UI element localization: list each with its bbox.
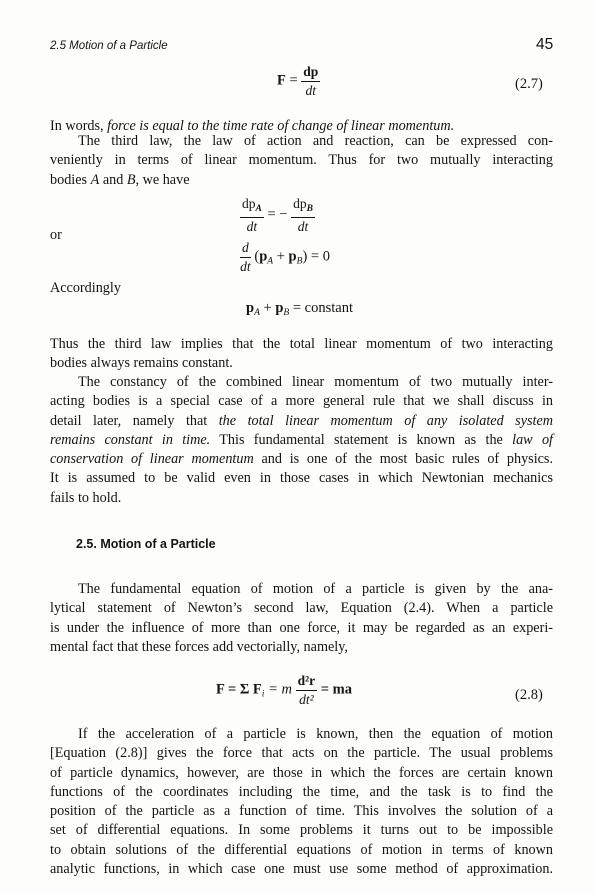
- eq-2-8-num-text: d²r: [297, 673, 316, 688]
- eq-b-pb: p: [288, 248, 297, 265]
- p2-text: , we have: [135, 171, 190, 188]
- eq-c-sub-a: A: [254, 308, 260, 318]
- p4-italic: the total linear momentum of any isolated system: [218, 412, 553, 429]
- text-line: acting bodies is a special case of a more general rule that we shall discuss in: [50, 393, 553, 410]
- or-label: or: [50, 227, 62, 243]
- eq-c-pb: p: [275, 300, 284, 316]
- eq-a-sub-b: B: [306, 204, 313, 214]
- eq-a-num-text: dp: [242, 196, 256, 211]
- p1-text: In words,: [50, 118, 108, 134]
- text-line: fails to hold.: [50, 489, 122, 506]
- eq-a-num-left: [240, 197, 264, 218]
- equation-total-rate-zero: [240, 241, 330, 273]
- page-number: 45: [536, 36, 554, 53]
- text-line: [50, 412, 553, 431]
- paragraph-particle-dynamics: [50, 725, 553, 879]
- eq-b-sub-b: B: [296, 256, 303, 267]
- p4-text: This fundamental statement is known as the: [210, 431, 513, 448]
- accordingly-label: Accordingly: [50, 280, 121, 296]
- equation-number-2-8: (2.8): [515, 687, 543, 703]
- eq-2-8-lhs: F = Σ F: [216, 681, 262, 698]
- eq-a-num-right: [291, 197, 315, 218]
- eq-b-paren: (: [254, 248, 260, 265]
- equation-2-8: [216, 674, 352, 706]
- eq-2-8-numerator: [296, 674, 318, 691]
- paragraph-third-law: [50, 132, 553, 190]
- text-line: analytic functions, in which case one must use some method of approximation.: [50, 861, 553, 878]
- text-line: Thus the third law implies that the total linear momentum of two interacting: [50, 336, 553, 352]
- p4-italic: remains constant in time.: [50, 431, 211, 448]
- eq-2-7-num-text: dp: [303, 64, 319, 79]
- running-head: 2.5 Motion of a Particle: [50, 40, 168, 52]
- eq-a-frac-right: [291, 197, 315, 233]
- text-line: If the acceleration of a particle is known, then the equation of motion: [78, 726, 553, 742]
- p2-text: bodies: [50, 171, 91, 188]
- text-line: [50, 171, 553, 190]
- text-line: [50, 431, 553, 450]
- eq-b-den: dt: [240, 258, 251, 274]
- text-line: The constancy of the combined linear momentum of two mutually inter-: [78, 374, 553, 390]
- eq-a-frac-left: [240, 197, 264, 233]
- text-line: The fundamental equation of motion of a particle is given by the ana-: [78, 581, 553, 597]
- eq-2-7-denominator: dt: [305, 82, 317, 98]
- eq-2-7-numerator: [301, 65, 320, 82]
- text-line: to obtain solutions of the differential equations of motion in terms of known: [50, 841, 553, 858]
- p4-text: detail later, namely that: [50, 412, 219, 429]
- equation-constant-momentum: [246, 299, 353, 323]
- eq-b-num: d: [240, 241, 251, 258]
- eq-2-8-fraction: [296, 674, 318, 706]
- eq-b-rest: ) = 0: [302, 248, 330, 265]
- text-line: functions of the coordinates including the time, and the task is to find the: [50, 783, 553, 800]
- p2-text: and: [99, 171, 127, 188]
- text-line: of particle dynamics, however, are those in which the forces are certain known: [50, 764, 553, 781]
- eq-b-sub-a: A: [267, 256, 274, 267]
- eq-c-sub-b: B: [283, 308, 290, 318]
- p4-text: and is one of the most basic rules of physics.: [253, 451, 554, 468]
- text-line: It is assumed to be valid even in those cases in which Newtonian mechanics: [50, 470, 553, 487]
- text-line: is under the influence of more than one force, it may be regarded as an experi-: [50, 619, 553, 636]
- paragraph-third-law-implication: [50, 335, 553, 374]
- text-line: The third law, the law of action and reaction, can be expressed con-: [78, 133, 553, 149]
- eq-2-8-m: = m: [264, 681, 292, 698]
- eq-2-7-equals: =: [289, 72, 298, 89]
- eq-2-7-fraction: [301, 65, 320, 97]
- eq-a-equals-minus: = −: [267, 206, 288, 223]
- text-line: [Equation (2.8)] gives the force that acts on the particle. The usual problems: [50, 745, 553, 762]
- text-line: set of differential equations. In some problems it turns out to be impossible: [50, 822, 553, 839]
- paragraph-fundamental-equation: [50, 580, 553, 657]
- p4-italic: law of: [512, 431, 553, 448]
- eq-c-plus: +: [259, 300, 276, 316]
- p4-italic: conservation of linear momentum: [50, 451, 254, 468]
- eq-2-7-lhs: F: [277, 72, 286, 89]
- paragraph-conservation: [50, 373, 553, 508]
- eq-b-frac: [240, 241, 251, 273]
- equation-number-2-7: (2.7): [515, 76, 543, 92]
- section-heading: 2.5. Motion of a Particle: [76, 537, 216, 551]
- eq-a-num2-text: dp: [293, 196, 307, 211]
- text-line: veniently in terms of linear momentum. Thus for two mutually interacting: [50, 152, 553, 169]
- text-line: mental fact that these forces add vectorially, namely,: [50, 638, 348, 655]
- eq-b-plus: +: [273, 248, 289, 265]
- text-line: lytical statement of Newton’s second law, Equation (2.4). When a particle: [50, 600, 553, 617]
- eq-b-pa: p: [259, 248, 268, 265]
- text-line: bodies always remains constant.: [50, 355, 233, 372]
- eq-a-sub-a: A: [255, 204, 262, 214]
- eq-a-den-left: dt: [246, 218, 258, 234]
- body-b: B: [126, 171, 136, 188]
- text-line: position of the particle as a function of time. This involves the solution of a: [50, 803, 553, 820]
- eq-2-8-denominator: dt²: [299, 691, 314, 707]
- eq-a-den-right: dt: [297, 218, 309, 234]
- p1-italic: force is equal to the time rate of change of linear momentum.: [107, 118, 455, 134]
- eq-c-pa: p: [246, 300, 255, 316]
- equation-2-7: [277, 65, 320, 97]
- eq-2-8-rhs: = ma: [320, 681, 352, 698]
- eq-2-8-sub-i: i: [261, 689, 265, 700]
- eq-c-rest: = constant: [289, 300, 353, 316]
- body-a: A: [90, 171, 100, 188]
- equation-momentum-rates: [240, 197, 315, 233]
- text-line: [50, 450, 553, 469]
